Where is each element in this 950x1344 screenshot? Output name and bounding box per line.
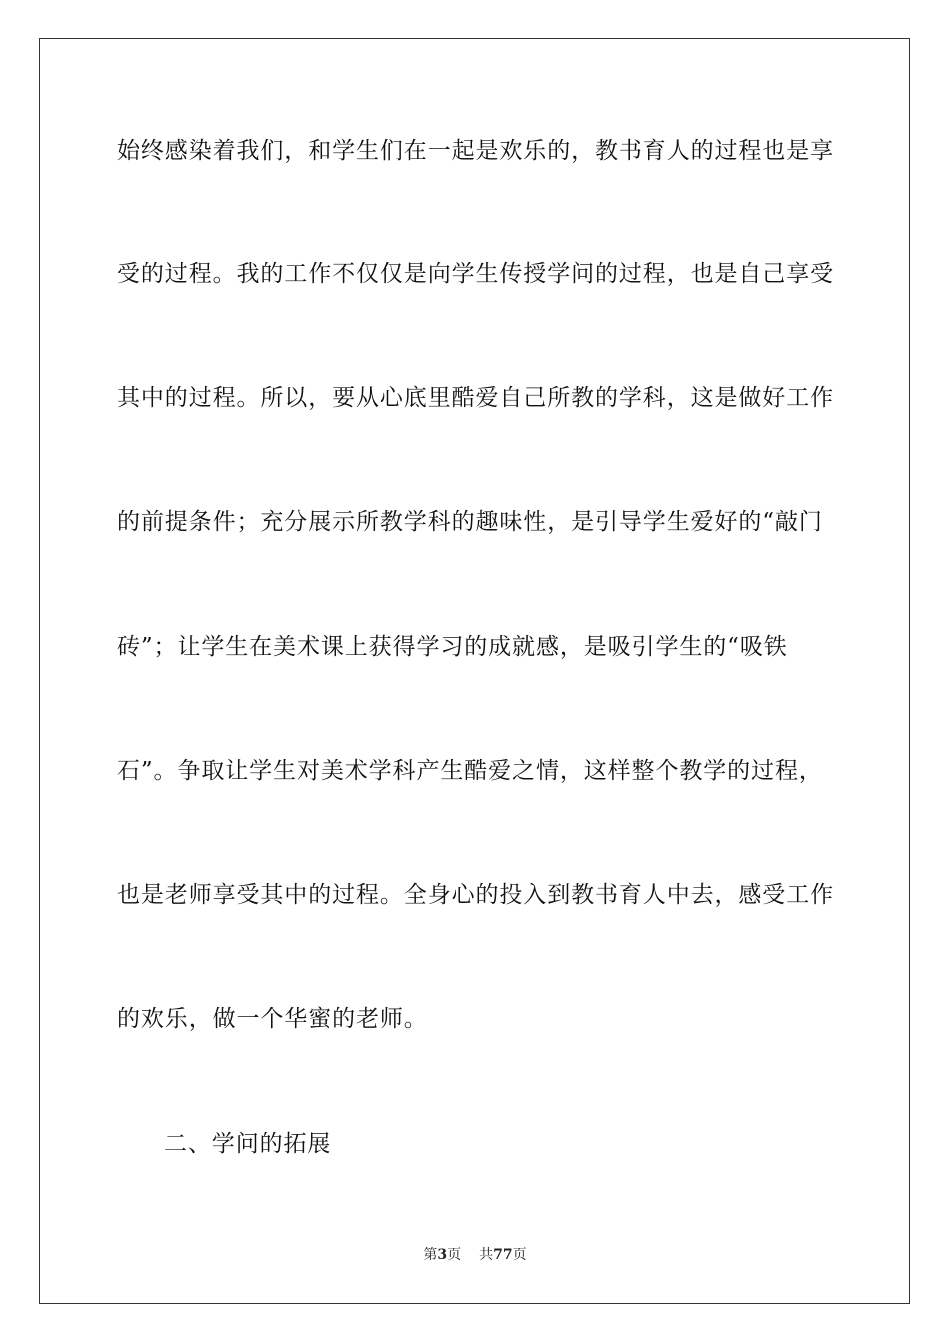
paragraph-line: 的欢乐，做一个华蜜的老师。 [117, 1006, 428, 1032]
footer-total-prefix: 共 [479, 1247, 494, 1263]
footer-page-suffix: 页 [447, 1247, 462, 1263]
footer-page-number: 3 [437, 1247, 448, 1263]
paragraph-line: 始终感染着我们，和学生们在一起是欢乐的，教书育人的过程也是享 [117, 138, 834, 164]
paragraph-line: 受的过程。我的工作不仅仅是向学生传授学问的过程，也是自己享受 [117, 261, 834, 287]
section-heading: 二、学问的拓展 [164, 1131, 332, 1157]
paragraph-line: 也是老师享受其中的过程。全身心的投入到教书育人中去，感受工作 [117, 882, 834, 908]
paragraph-line: 砖”；让学生在美术课上获得学习的成就感，是吸引学生的“吸铁 [117, 634, 788, 660]
footer-page-prefix: 第 [423, 1247, 438, 1263]
page-border [39, 38, 910, 1304]
footer-total-pages: 77 [493, 1247, 513, 1263]
paragraph-line: 其中的过程。所以，要从心底里酷爱自己所教的学科，这是做好工作 [117, 385, 834, 411]
paragraph-line: 石”。争取让学生对美术学科产生酷爱之情，这样整个教学的过程， [117, 758, 823, 784]
footer-total-suffix: 页 [512, 1247, 527, 1263]
paragraph-line: 的前提条件；充分展示所教学科的趣味性，是引导学生爱好的“敲门 [117, 509, 823, 535]
page-footer [0, 1246, 950, 1264]
